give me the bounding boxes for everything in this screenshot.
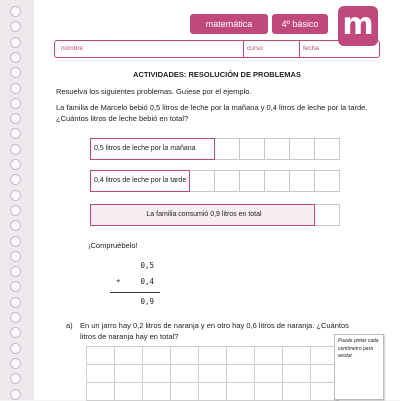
answer-cell[interactable] — [86, 346, 115, 365]
answer-cell[interactable] — [114, 346, 143, 365]
answer-cell[interactable] — [86, 364, 115, 383]
binding-hole — [10, 389, 21, 400]
divider — [243, 41, 244, 57]
binding-hole — [10, 190, 21, 201]
grid-cell — [290, 170, 315, 192]
grid-cell — [265, 138, 290, 160]
subject-badge: matemática — [190, 14, 268, 34]
grid-cell — [265, 170, 290, 192]
answer-cell[interactable] — [114, 382, 143, 401]
binding-hole — [10, 67, 21, 78]
divider — [299, 41, 300, 57]
bar-total — [90, 204, 315, 226]
binding-hole — [10, 113, 21, 124]
binding-hole — [10, 373, 21, 384]
binding-hole — [10, 236, 21, 247]
problem-letter: a) — [66, 321, 73, 330]
binding-hole — [10, 205, 21, 216]
bar-label: La familia consumió 0,9 litros en total — [146, 211, 262, 218]
answer-cell[interactable] — [86, 382, 115, 401]
sticky-note: Puede pintar cada centímetro para anotar — [334, 334, 384, 400]
grid-cell — [290, 138, 315, 160]
binding-hole — [10, 128, 21, 139]
sum-result: 0,9 — [140, 297, 154, 306]
grid-cell — [315, 138, 340, 160]
course-field-label: curso — [247, 45, 263, 52]
binding-hole — [10, 37, 21, 48]
instruction-text: Resuelva los siguientes problemas. Guíese por el ejemplo. — [56, 87, 252, 96]
bar-morning — [90, 138, 215, 160]
binding-hole — [10, 266, 21, 277]
answer-cell[interactable] — [226, 364, 255, 383]
answer-cell[interactable] — [198, 364, 227, 383]
answer-cell[interactable] — [226, 346, 255, 365]
answer-cell[interactable] — [114, 364, 143, 383]
answer-cell[interactable] — [198, 382, 227, 401]
answer-cell[interactable] — [282, 346, 311, 365]
worksheet-title: ACTIVIDADES: RESOLUCIÓN DE PROBLEMAS — [133, 70, 301, 79]
addend-1: 0,5 — [140, 261, 154, 270]
grid-cell — [315, 204, 340, 226]
bar-label: 0,4 litros de leche por la tarde — [94, 177, 187, 184]
binding-hole — [10, 98, 21, 109]
answer-cell[interactable] — [282, 364, 311, 383]
bar-label: 0,5 litros de leche por la mañana — [94, 145, 196, 152]
binding-hole — [10, 312, 21, 323]
logo: m — [338, 6, 378, 46]
sum-line — [110, 292, 160, 293]
binding-hole — [10, 21, 21, 32]
check-label: ¡Compruébelo! — [88, 241, 138, 250]
binding-hole — [10, 6, 21, 17]
answer-cell[interactable] — [142, 346, 171, 365]
plus-sign: + — [116, 276, 121, 285]
grid-cell — [315, 170, 340, 192]
grid-cell — [190, 170, 215, 192]
answer-cell[interactable] — [170, 364, 199, 383]
answer-cell[interactable] — [282, 382, 311, 401]
binding-hole — [10, 251, 21, 262]
date-field-label: fecha — [303, 45, 319, 52]
binding-hole — [10, 144, 21, 155]
answer-cell[interactable] — [142, 364, 171, 383]
grid-cell — [240, 138, 265, 160]
name-field-label: nombre — [61, 45, 84, 52]
answer-cell[interactable] — [254, 382, 283, 401]
grid-cell — [215, 170, 240, 192]
addend-2: 0,4 — [140, 277, 154, 286]
answer-grid[interactable] — [86, 346, 338, 400]
answer-cell[interactable] — [170, 382, 199, 401]
student-info-bar — [54, 40, 380, 58]
binding-hole — [10, 83, 21, 94]
binding-hole — [10, 281, 21, 292]
answer-cell[interactable] — [198, 346, 227, 365]
binding-hole — [10, 343, 21, 354]
problem-a-text: En un jarro hay 0,2 litros de naranja y en otro hay 0,6 litros de naranja. ¿Cuántos litros de naranja hay en total? — [80, 321, 349, 341]
binding-hole — [10, 327, 21, 338]
binding-hole — [10, 159, 21, 170]
bar-afternoon — [90, 170, 190, 192]
answer-cell[interactable] — [226, 382, 255, 401]
answer-cell[interactable] — [254, 346, 283, 365]
binding-hole — [10, 174, 21, 185]
binding-hole — [10, 220, 21, 231]
spiral-binding — [0, 0, 34, 400]
grid-cell — [240, 170, 265, 192]
answer-cell[interactable] — [170, 346, 199, 365]
grade-badge: 4º básico — [272, 14, 328, 34]
example-problem-text: La familia de Marcelo bebió 0,5 litros de leche por la mañana y 0,4 litros de leche por la tarde. ¿Cuántos litros de leche bebió en total? — [56, 103, 368, 123]
binding-hole — [10, 52, 21, 63]
grid-cell — [215, 138, 240, 160]
binding-hole — [10, 358, 21, 369]
answer-cell[interactable] — [254, 364, 283, 383]
answer-cell[interactable] — [142, 382, 171, 401]
binding-hole — [10, 297, 21, 308]
